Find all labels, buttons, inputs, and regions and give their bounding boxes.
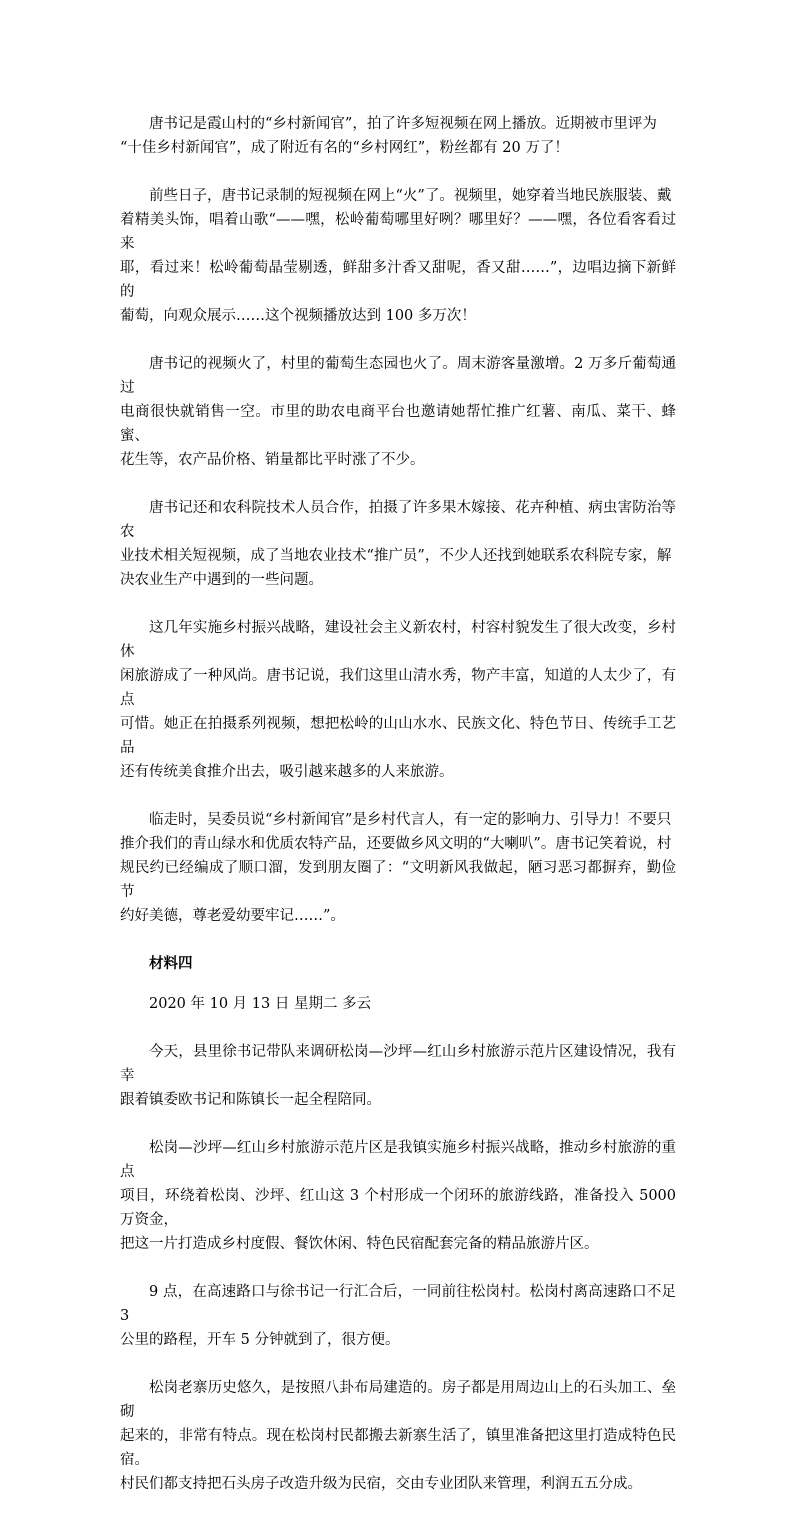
paragraph-5	[120, 616, 676, 784]
paragraph-line: 这几年实施乡村振兴战略，建设社会主义新农村，村容村貌发生了很大改变，乡村休	[120, 620, 676, 660]
paragraph-line: 耶，看过来！松岭葡萄晶莹剔透，鲜甜多汁香又甜呢，香又甜……”，边唱边摘下新鲜的	[120, 260, 676, 300]
paragraph-1	[120, 112, 676, 160]
paragraph-line: 松岗老寨历史悠久，是按照八卦布局建造的。房子都是用周边山上的石头加工、垒砌	[120, 1380, 676, 1420]
paragraph-9	[120, 1280, 676, 1352]
paragraph-line: 业技术相关短视频，成了当地农业技术“推广员”，不少人还找到她联系农科院专家，解	[120, 548, 672, 564]
paragraph-line: 葡萄，向观众展示……这个视频播放达到 100 多万次！	[120, 308, 476, 324]
paragraph-line: 唐书记的视频火了，村里的葡萄生态园也火了。周末游客量激增。2 万多斤葡萄通过	[120, 356, 676, 396]
paragraph-line: 临走时，吴委员说“乡村新闻官”是乡村代言人，有一定的影响力、引导力！不要只	[149, 812, 672, 828]
document-page	[120, 112, 676, 1520]
paragraph-6	[120, 808, 676, 928]
paragraph-line: 村民们都支持把石头房子改造升级为民宿，交由专业团队来管理，利润五五分成。	[120, 1476, 642, 1492]
paragraph-line: 唐书记还和农科院技术人员合作，拍摄了许多果木嫁接、花卉种植、病虫害防治等农	[120, 500, 676, 540]
paragraph-line: 可惜。她正在拍摄系列视频，想把松岭的山山水水、民族文化、特色节日、传统手工艺品	[120, 716, 676, 756]
paragraph-4	[120, 496, 676, 592]
paragraph-line: 起来的，非常有特点。现在松岗村民都搬去新寨生活了，镇里准备把这里打造成特色民宿。	[120, 1428, 676, 1468]
paragraph-3	[120, 352, 676, 472]
paragraph-line: 决农业生产中遇到的一些问题。	[120, 572, 323, 588]
paragraph-line: 松岗—沙坪—红山乡村旅游示范片区是我镇实施乡村振兴战略，推动乡村旅游的重点	[120, 1140, 676, 1180]
paragraph-line: 公里的路程，开车 5 分钟就到了，很方便。	[120, 1332, 400, 1348]
section-heading: 材料四	[149, 955, 193, 972]
paragraph-line: 跟着镇委欧书记和陈镇长一起全程陪同。	[120, 1092, 381, 1108]
dateline: 2020 年 10 月 13 日 星期二 多云	[149, 996, 372, 1012]
paragraph-line: 项目，环绕着松岗、沙坪、红山这 3 个村形成一个闭环的旅游线路，准备投入 5000 万资金，	[120, 1188, 676, 1228]
paragraph-line: 推介我们的青山绿水和优质农特产品，还要做乡风文明的“大喇叭”。唐书记笑着说，村	[120, 836, 672, 852]
paragraph-2	[120, 184, 676, 328]
paragraph-line: 前些日子，唐书记录制的短视频在网上“火”了。视频里，她穿着当地民族服装、戴	[149, 188, 672, 204]
paragraph-line: 规民约已经编成了顺口溜，发到朋友圈了：“文明新风我做起，陋习恶习都摒弃，勤俭节	[120, 860, 676, 900]
paragraph-7	[120, 1040, 676, 1112]
paragraph-line: 唐书记是霞山村的“乡村新闻官”，拍了许多短视频在网上播放。近期被市里评为	[149, 116, 657, 132]
paragraph-line: 花生等，农产品价格、销量都比平时涨了不少。	[120, 452, 425, 468]
paragraph-line: 约好美德，尊老爱幼要牢记……”。	[120, 908, 345, 924]
paragraph-line: 9 点，在高速路口与徐书记一行汇合后，一同前往松岗村。松岗村离高速路口不足 3	[120, 1284, 676, 1324]
paragraph-line: 把这一片打造成乡村度假、餐饮休闲、特色民宿配套完备的精品旅游片区。	[120, 1236, 599, 1252]
paragraph-10	[120, 1376, 676, 1496]
paragraph-8	[120, 1136, 676, 1256]
paragraph-line: “十佳乡村新闻官”，成了附近有名的“乡村网红”，粉丝都有 20 万了！	[120, 140, 569, 156]
paragraph-line: 今天，县里徐书记带队来调研松岗—沙坪—红山乡村旅游示范片区建设情况，我有幸	[120, 1044, 676, 1084]
paragraph-line: 闲旅游成了一种风尚。唐书记说，我们这里山清水秀，物产丰富，知道的人太少了，有点	[120, 668, 676, 708]
paragraph-line: 电商很快就销售一空。市里的助农电商平台也邀请她帮忙推广红薯、南瓜、菜干、蜂蜜、	[120, 404, 676, 444]
paragraph-line: 着精美头饰，唱着山歌“——嘿，松岭葡萄哪里好咧？哪里好？——嘿，各位看客看过来	[120, 212, 676, 252]
paragraph-line: 还有传统美食推介出去，吸引越来越多的人来旅游。	[120, 764, 454, 780]
